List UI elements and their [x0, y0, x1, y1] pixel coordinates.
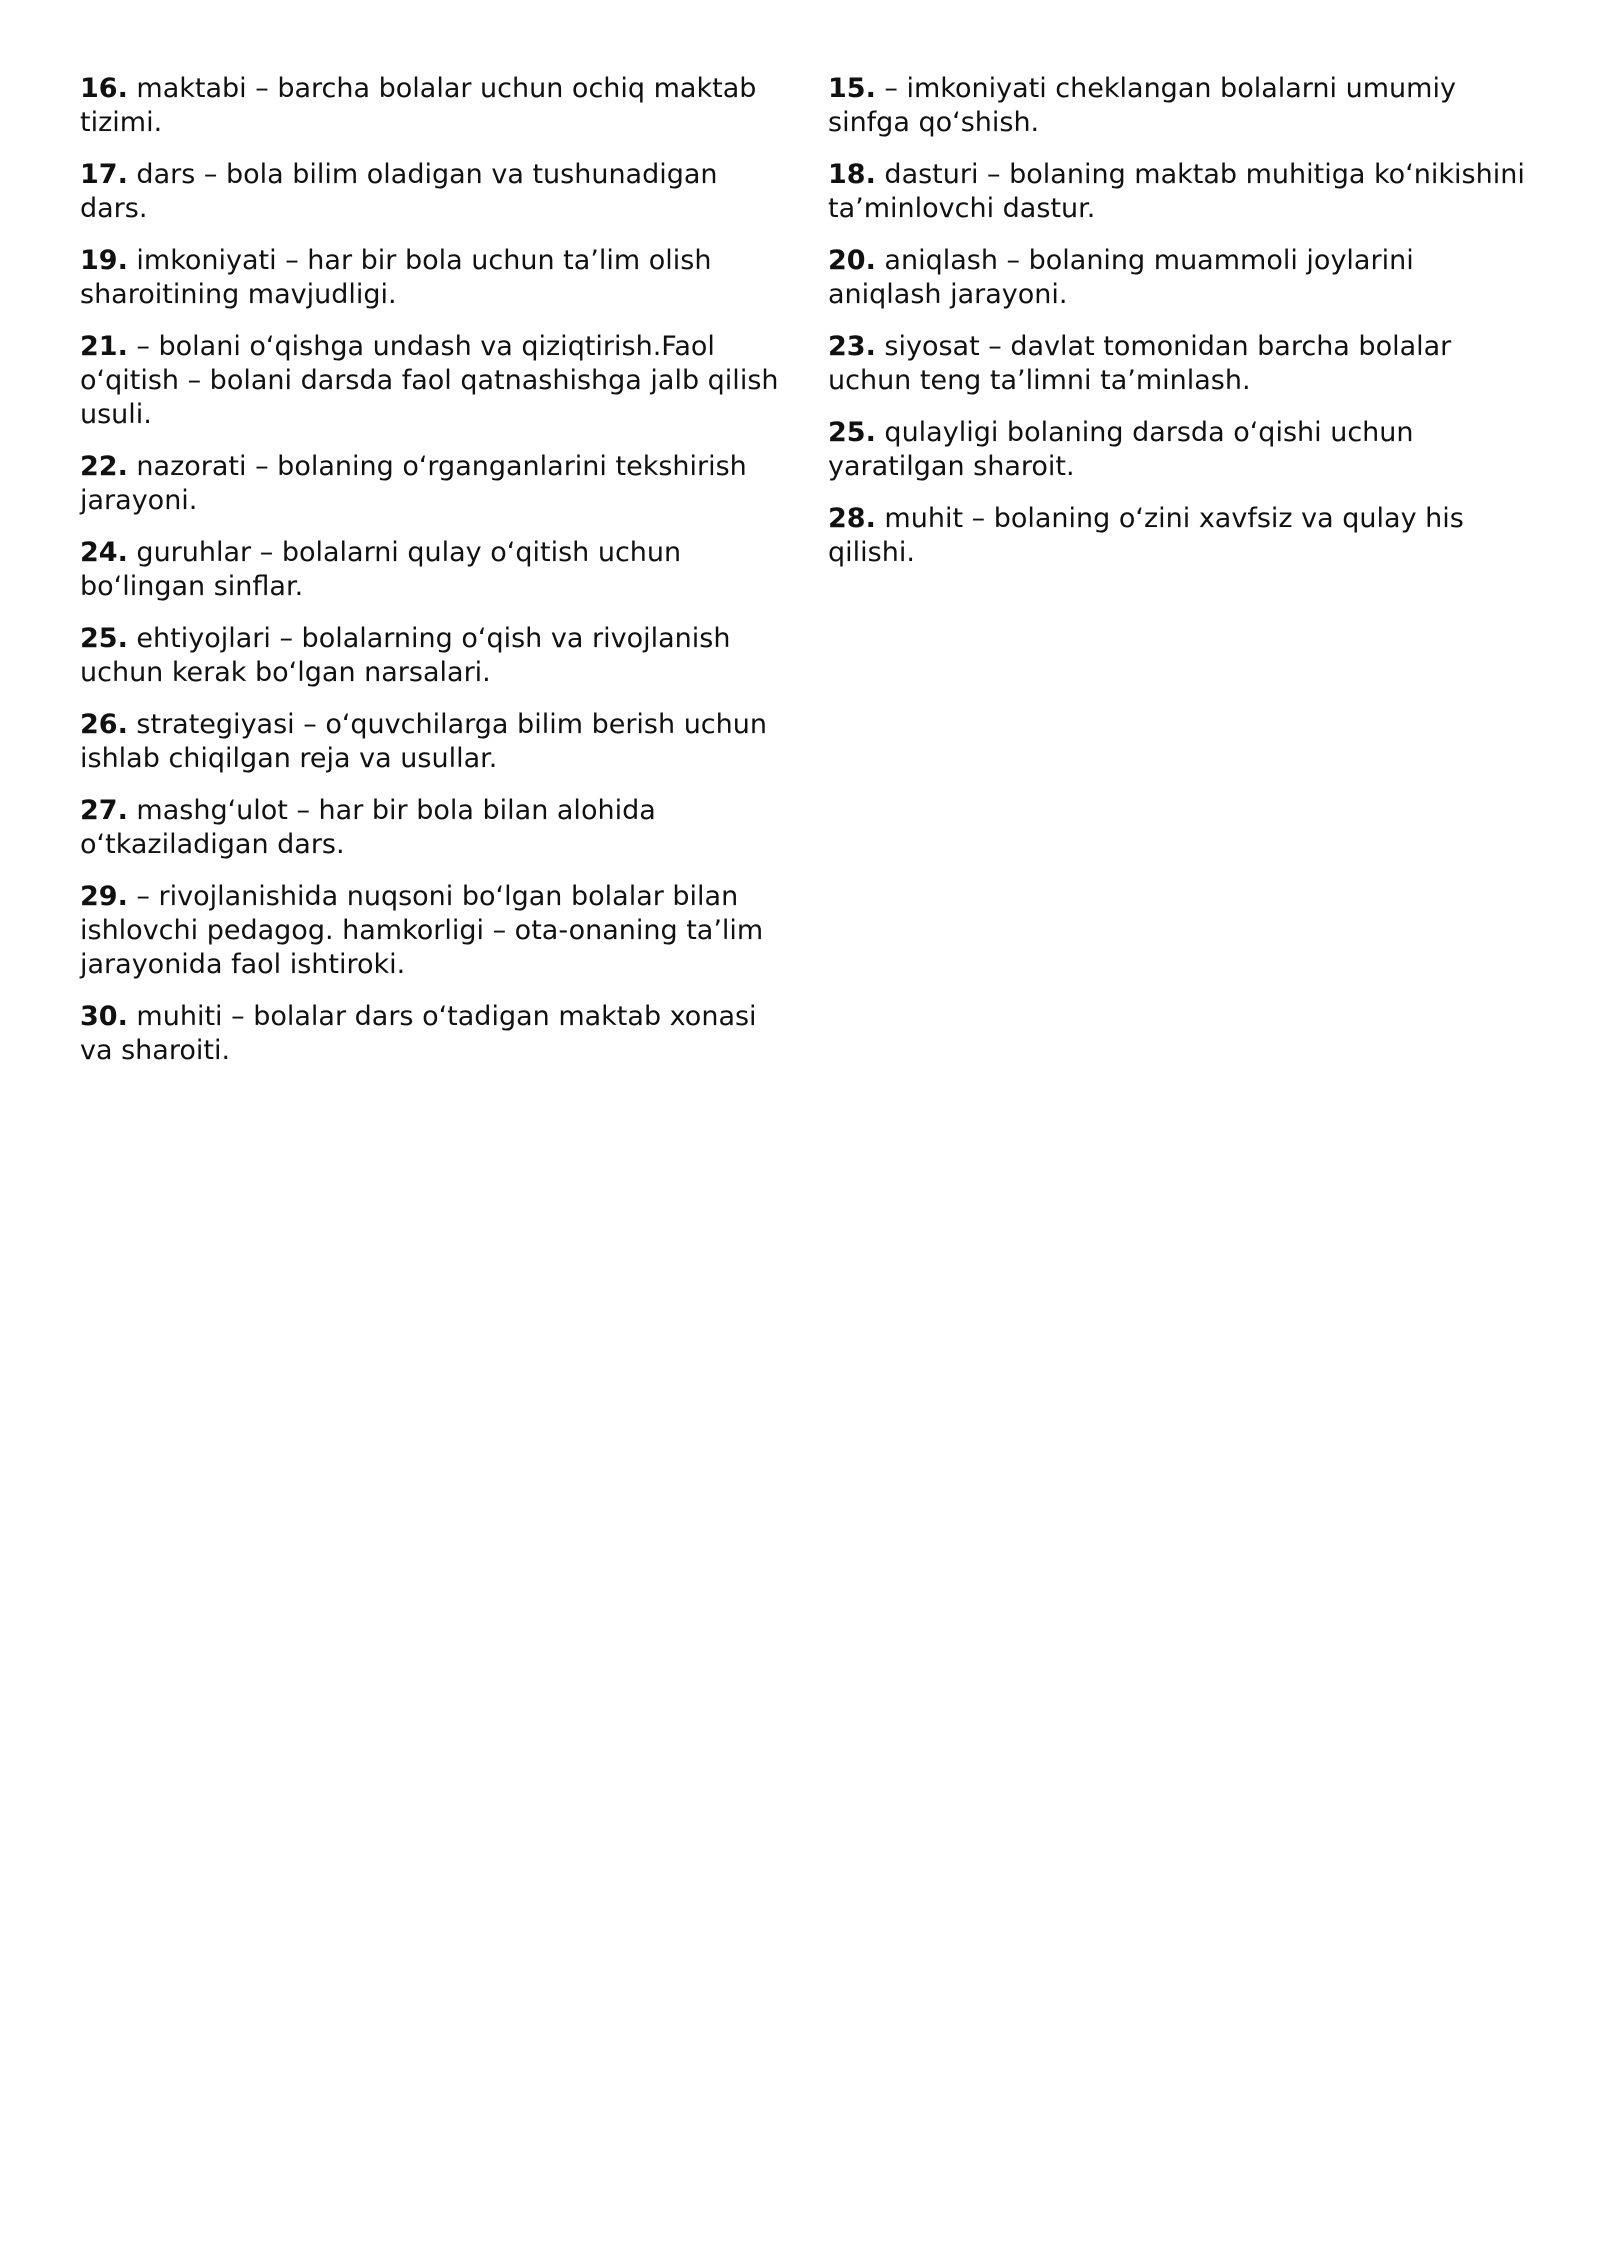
- item-number: 21.: [80, 331, 128, 362]
- list-item: [80, 244, 780, 312]
- list-item: [828, 330, 1528, 398]
- item-text: – imkoniyati cheklangan bolalarni umumiy sinfga qo‘shish.: [828, 73, 1456, 138]
- item-text: dasturi – bolaning maktab muhitiga ko‘nikishini ta’minlovchi dastur.: [828, 159, 1525, 224]
- item-number: 18.: [828, 159, 876, 190]
- item-number: 22.: [80, 451, 128, 482]
- item-number: 20.: [828, 245, 876, 276]
- item-number: 27.: [80, 795, 128, 826]
- list-item: [80, 158, 780, 226]
- item-number: 25.: [80, 623, 128, 654]
- item-text: guruhlar – bolalarni qulay o‘qitish uchun bo‘lingan sinflar.: [80, 537, 682, 602]
- list-item: [828, 416, 1528, 484]
- item-number: 29.: [80, 881, 128, 912]
- item-text: muhit – bolaning o‘zini xavfsiz va qulay his qilishi.: [828, 503, 1464, 568]
- item-number: 25.: [828, 417, 876, 448]
- list-item: [828, 502, 1528, 570]
- item-number: 26.: [80, 709, 128, 740]
- item-number: 24.: [80, 537, 128, 568]
- item-text: siyosat – davlat tomonidan barcha bolalar uchun teng ta’limni ta’minlash.: [828, 331, 1452, 396]
- list-item: [80, 708, 780, 776]
- left-column: [80, 72, 780, 1086]
- right-column: [828, 72, 1528, 588]
- item-text: maktabi – barcha bolalar uchun ochiq maktab tizimi.: [80, 73, 757, 138]
- item-number: 15.: [828, 73, 876, 104]
- list-item: [828, 244, 1528, 312]
- item-number: 17.: [80, 159, 128, 190]
- item-text: imkoniyati – har bir bola uchun ta’lim olish sharoitining mavjudligi.: [80, 245, 712, 310]
- item-text: aniqlash – bolaning muammoli joylarini aniqlash jarayoni.: [828, 245, 1414, 310]
- list-item: [80, 72, 780, 140]
- item-text: mashg‘ulot – har bir bola bilan alohida o‘tkaziladigan dars.: [80, 795, 656, 860]
- list-item: [828, 158, 1528, 226]
- item-text: ehtiyojlari – bolalarning o‘qish va rivojlanish uchun kerak bo‘lgan narsalari.: [80, 623, 731, 688]
- list-item: [80, 880, 780, 982]
- item-text: dars – bola bilim oladigan va tushunadigan dars.: [80, 159, 718, 224]
- item-text: – bolani o‘qishga undash va qiziqtirish.Faol o‘qitish – bolani darsda faol qatnashishga jalb qilish usuli.: [80, 331, 779, 430]
- item-number: 16.: [80, 73, 128, 104]
- item-text: qulayligi bolaning darsda o‘qishi uchun yaratilgan sharoit.: [828, 417, 1414, 482]
- list-item: [80, 622, 780, 690]
- item-text: strategiyasi – o‘quvchilarga bilim berish uchun ishlab chiqilgan reja va usullar.: [80, 709, 767, 774]
- list-item: [828, 72, 1528, 140]
- item-number: 28.: [828, 503, 876, 534]
- item-number: 19.: [80, 245, 128, 276]
- item-text: – rivojlanishida nuqsoni bo‘lgan bolalar bilan ishlovchi pedagog. hamkorligi – ota-onaning ta’lim jarayonida faol ishtiroki.: [80, 881, 764, 980]
- list-item: [80, 794, 780, 862]
- list-item: [80, 1000, 780, 1068]
- list-item: [80, 450, 780, 518]
- list-item: [80, 330, 780, 432]
- item-text: muhiti – bolalar dars o‘tadigan maktab xonasi va sharoiti.: [80, 1001, 757, 1066]
- list-item: [80, 536, 780, 604]
- item-number: 30.: [80, 1001, 128, 1032]
- item-text: nazorati – bolaning o‘rganganlarini tekshirish jarayoni.: [80, 451, 747, 516]
- item-number: 23.: [828, 331, 876, 362]
